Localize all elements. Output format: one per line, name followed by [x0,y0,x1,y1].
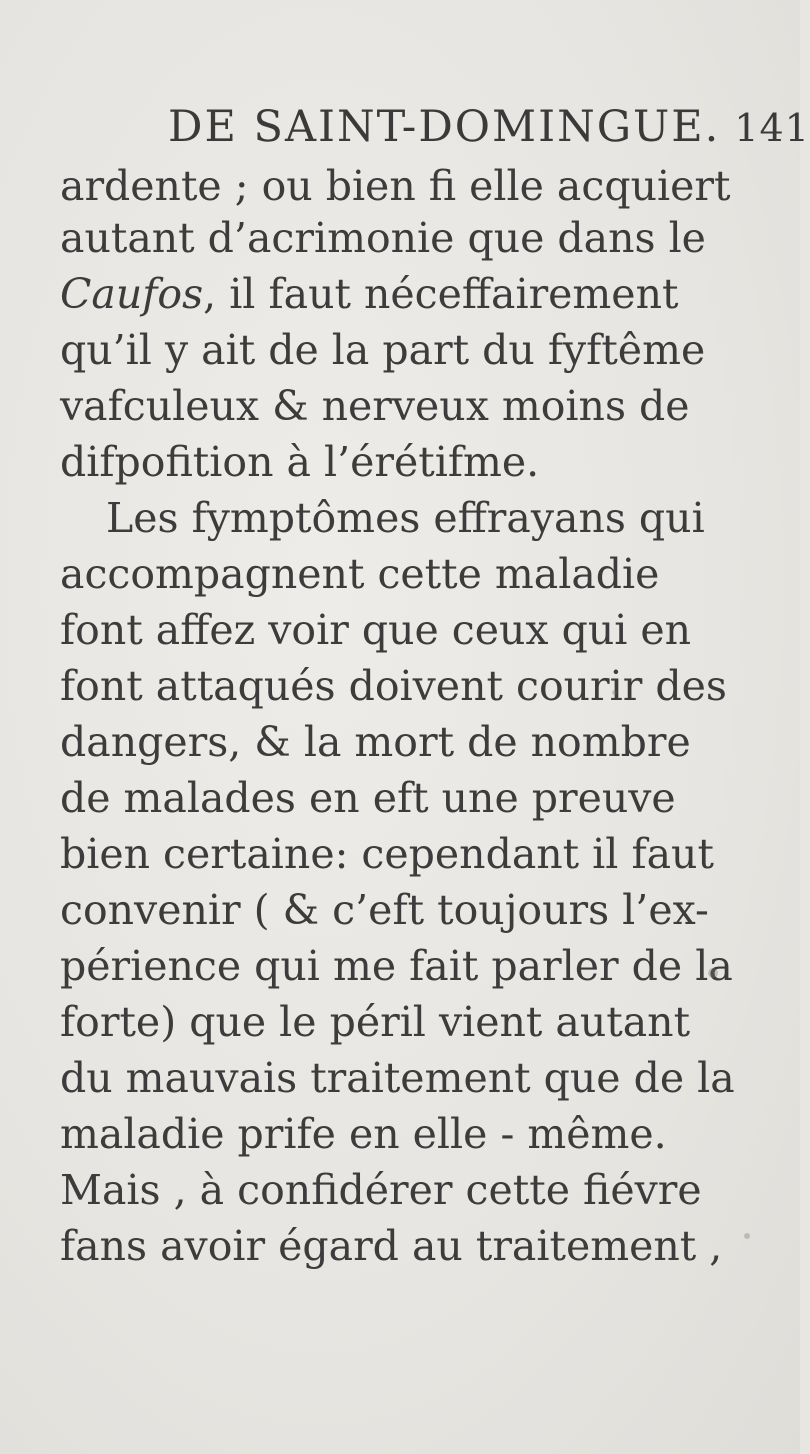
text-line: convenir ( & c’eft toujours l’ex- [60,886,709,934]
running-title: DE SAINT-DOMINGUE. [168,102,721,152]
italic-word: Caufos [60,270,204,318]
text-line: forte) que le péril vient autant [60,998,691,1046]
text-line: dangers, & la mort de nombre [60,718,691,766]
text-line: Mais , à confidérer cette fiévre [60,1166,702,1214]
text-line: font attaqués doivent courir des [60,662,727,710]
text-line: maladie prife en elle - même. [60,1110,667,1158]
paper-spot [744,1233,750,1239]
text-line: du mauvais traitement que de la [60,1054,735,1102]
paper-spot [708,968,718,978]
text-line: périence qui me fait parler de la [60,942,733,990]
text-line: bien certaine: cependant il faut [60,830,714,878]
text-line [60,266,678,322]
text-line: ardente ; ou bien fi elle acquiert [60,162,731,210]
page-number: 141 [734,106,810,150]
text-line: font affez voir que ceux qui en [60,606,692,654]
text-line: autant d’acrimonie que dans le [60,214,706,262]
text-line: qu’il y ait de la part du fyftême [60,326,706,374]
text-line: de malades en eft une preuve [60,774,676,822]
text-fragment: , il faut néceffairement [203,270,679,318]
text-line: difpofition à l’érétifme. [60,438,540,486]
paper-spot [612,690,617,695]
running-header [168,102,810,152]
text-line: Les fymptômes effrayans qui [106,494,705,542]
text-line: fans avoir égard au traitement , [60,1222,723,1270]
text-line: accompagnent cette maladie [60,550,660,598]
text-line: vafculeux & nerveux moins de [60,382,690,430]
